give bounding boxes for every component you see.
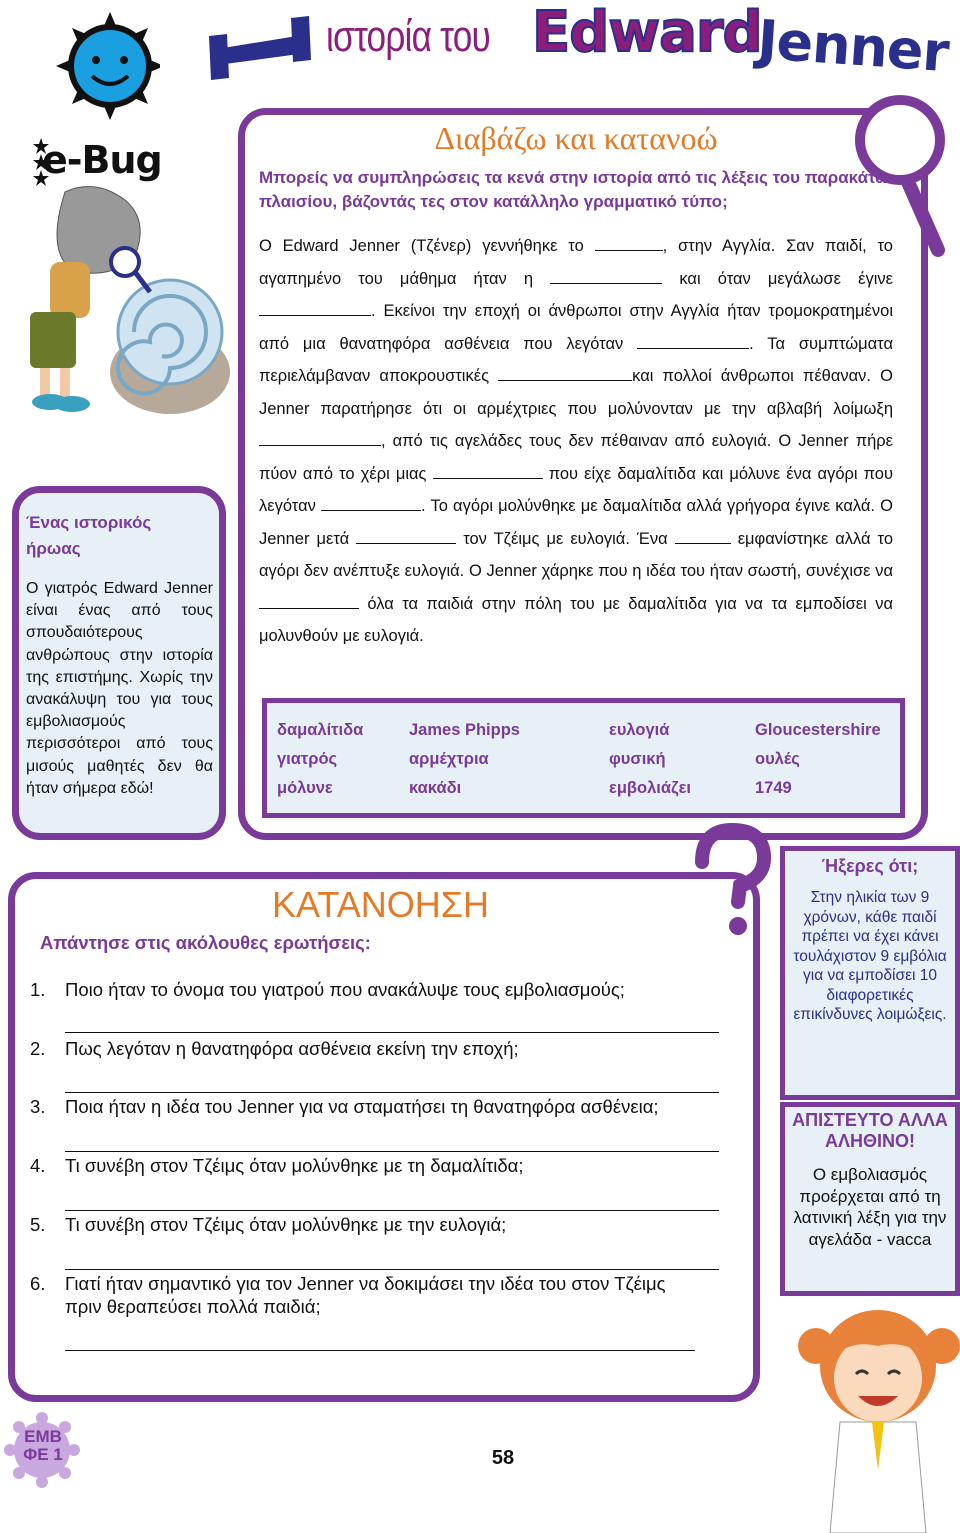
reading-story	[259, 230, 893, 653]
hero-title: Ένας ιστορικός ήρωας	[26, 513, 152, 558]
question-item	[0, 1213, 740, 1273]
word-bank-item: James Phipps	[409, 721, 520, 739]
girl-illustration	[792, 1300, 960, 1533]
page-number: 58	[491, 1447, 515, 1469]
word-bank-item: 1749	[755, 779, 792, 797]
reading-title: Διαβάζω και κατανοώ	[434, 120, 718, 156]
question-number: 3.	[30, 1096, 46, 1117]
story-segment: εμφανίστηκε αλλά το αγόρι δεν ανέπτυξε ευλογιά. Ο Jenner χάρηκε που η ιδέα του ήταν σωστή, συνέχισε να	[259, 529, 893, 580]
comprehension-instruction: Απάντησε στις ακόλουθες ερωτήσεις:	[40, 932, 371, 953]
question-number: 1.	[30, 979, 46, 1000]
did-you-know-text: Στην ηλικία των 9 χρόνων, κάθε παιδί πρέπει να έχει κάνει τουλάχιστον 9 εμβόλια για να εμποδίσει 10 διαφορετικές επικίνδυνες λοιμώξεις.	[793, 889, 947, 1023]
question-number: 2.	[30, 1038, 46, 1059]
story-segment: . Εκείνοι την εποχή οι άνθρωποι στην Αγγλία ήταν τρομοκρατημένοι από μια θανατηφόρα ασθένεια που λεγόταν	[259, 302, 893, 353]
story-segment: . Τα συμπτώματα περιελάμβαναν αποκρουστικές	[259, 334, 893, 385]
question-text: Ποια ήταν η ιδέα του Jenner για να σταματήσει τη θανατηφόρα ασθένεια;	[65, 1096, 659, 1117]
title-text-history: ιστορία του	[326, 12, 490, 61]
question-item	[0, 978, 740, 1038]
word-bank-item: αρμέχτρια	[409, 750, 489, 768]
question-text: Πως λεγόταν η θανατηφόρα ασθένεια εκείνη την εποχή;	[65, 1038, 519, 1059]
blank-field[interactable]	[259, 301, 371, 316]
question-item	[0, 1272, 740, 1362]
hero-text: Ο γιατρός Edward Jenner είναι ένας από τους σπουδαιότερους ανθρώπους στην ιστορία της επιστήμης. Χωρίς την ανακάλυψη του για τους εμβολιασμούς περισσότεροι από τους μισούς μαθητές δεν θα ήταν σήμερα εδώ!	[26, 580, 213, 797]
question-number: 5.	[30, 1214, 46, 1235]
blank-field[interactable]	[259, 431, 381, 446]
story-segment: , από τις αγελάδες τους δεν πέθαιναν από ευλογιά. Ο Jenner πήρε πύον από το χέρι μιας	[259, 432, 893, 483]
blank-field[interactable]	[550, 269, 662, 284]
story-segment: , στην Αγγλία. Σαν παιδί, το αγαπημένο του μάθημα ήταν η	[259, 237, 893, 288]
blank-field[interactable]	[259, 594, 359, 609]
word-bank-item: ευλογιά	[609, 721, 670, 739]
question-item	[0, 1154, 740, 1214]
word-bank	[262, 698, 905, 818]
scientist-illustration	[10, 182, 240, 432]
fun-fact-title: ΑΠΙΣΤΕΥΤΟ ΑΛΛΑ ΑΛΗΘΙΝΟ!	[792, 1110, 948, 1151]
section-badge	[16, 1428, 70, 1464]
blank-field[interactable]	[433, 464, 543, 479]
title-h-letter	[205, 14, 315, 84]
reading-instruction: Μπορείς να συμπληρώσεις τα κενά στην ιστορία από τις λέξεις του παρακάτω πλαισίου, βάζοντάς τες στον κατάλληλο γραμματικό τύπο;	[259, 168, 890, 211]
story-segment: . Το αγόρι μολύνθηκε με δαμαλίτιδα αλλά γρήγορα έγινε καλά. Ο Jenner μετά	[259, 497, 893, 548]
answer-line[interactable]	[65, 1151, 719, 1152]
question-text: Ποιο ήταν το όνομα του γιατρού που ανακάλυψε τους εμβολιασμούς;	[65, 979, 625, 1000]
answer-line[interactable]	[65, 1269, 719, 1270]
question-item	[0, 1037, 740, 1097]
comprehension-title: ΚΑΤΑΝΟΗΣΗ	[272, 884, 489, 925]
story-segment: και όταν μεγάλωσε έγινε	[679, 269, 893, 288]
did-you-know-title: Ήξερες ότι;	[821, 856, 919, 876]
word-bank-item: Gloucestershire	[755, 721, 881, 739]
blank-field[interactable]	[675, 529, 731, 544]
blank-field[interactable]	[498, 366, 632, 381]
blank-field[interactable]	[321, 496, 421, 511]
question-text: Τι συνέβη στον Τζέιμς όταν μολύνθηκε με την ευλογιά;	[65, 1214, 507, 1235]
word-bank-item: φυσική	[609, 750, 666, 768]
badge-line: ΕΜΒ	[24, 1427, 62, 1446]
story-segment: Ο Edward Jenner (Τζένερ) γεννήθηκε το	[259, 237, 584, 255]
answer-line[interactable]	[65, 1092, 719, 1093]
story-segment: και πολλοί άνθρωποι πέθαναν. Ο Jenner παρατήρησε ότι οι αρμέχτριες που μολύνονταν με την αβλαβή λοίμωξη	[259, 367, 893, 418]
story-segment: όλα τα παιδιά στην πόλη του με δαμαλίτιδα για να τα εμποδίσει να μολυνθούν με ευλογιά.	[259, 594, 893, 645]
fun-fact-text: Ο εμβολιασμός προέρχεται από τη λατινική λέξη για την αγελάδα - vacca	[793, 1165, 947, 1249]
question-text: Τι συνέβη στον Τζέιμς όταν μολύνθηκε με τη δαμαλίτιδα;	[65, 1155, 524, 1176]
title-text-edward: Edward	[532, 0, 762, 65]
question-item	[0, 1095, 740, 1155]
answer-line[interactable]	[65, 1210, 719, 1211]
answer-line[interactable]	[65, 1350, 695, 1351]
word-bank-item: εμβολιάζει	[609, 779, 691, 797]
blank-field[interactable]	[595, 236, 663, 251]
badge-line: ΦΕ 1	[23, 1445, 63, 1464]
logo-text: e-Bug	[42, 138, 162, 182]
e-bug-logo-icon	[30, 4, 160, 134]
question-number: 4.	[30, 1155, 46, 1176]
word-bank-item: γιατρός	[277, 750, 338, 768]
answer-line[interactable]	[65, 1032, 719, 1033]
blank-field[interactable]	[356, 529, 456, 544]
word-bank-item: ουλές	[755, 750, 800, 768]
word-bank-item: μόλυνε	[277, 779, 333, 797]
title-text-jenner: Jenner	[755, 8, 951, 85]
word-bank-item: δαμαλίτιδα	[277, 721, 364, 739]
story-segment: τον Τζέιμς με ευλογιά. Ένα	[463, 529, 668, 548]
question-text: Γιατί ήταν σημαντικό για τον Jenner να δοκιμάσει την ιδέα του στον Τζέιμς πριν θεραπεύσει πολλά παιδιά;	[65, 1273, 666, 1317]
blank-field[interactable]	[637, 334, 749, 349]
word-bank-item: κακάδι	[409, 779, 462, 797]
story-segment: που είχε δαμαλίτιδα και μόλυνε ένα αγόρι που λεγόταν	[259, 464, 894, 515]
question-number: 6.	[30, 1273, 46, 1294]
